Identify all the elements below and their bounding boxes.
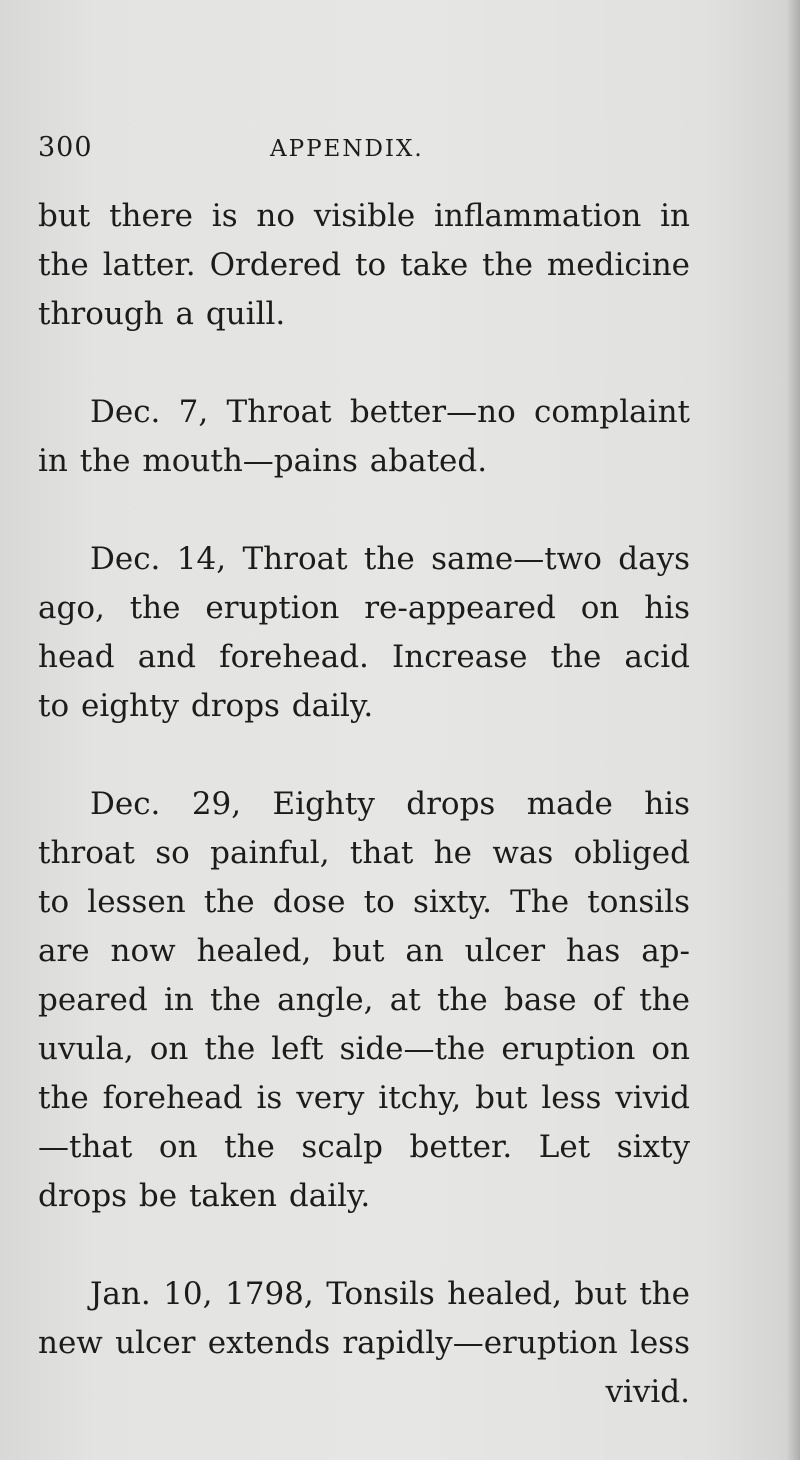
text-line: ago, the eruption re-appeared on his [38, 590, 690, 626]
body-text [38, 192, 690, 1417]
paragraph-gap [38, 486, 690, 535]
page-header [38, 132, 738, 176]
text-line: the latter. Ordered to take the medicine [38, 247, 690, 283]
text-line: Dec. 7, Throat better—no complaint [90, 394, 690, 430]
text-line: in the mouth—pains abated. [38, 443, 488, 479]
paragraph-gap [38, 339, 690, 388]
text-line: vivid. [605, 1374, 690, 1410]
paragraph-gap [38, 731, 690, 780]
page-gutter-shadow [786, 0, 800, 1460]
text-line: to lessen the dose to sixty. The tonsils [38, 884, 690, 920]
text-line: new ulcer extends rapidly—eruption less [38, 1325, 690, 1361]
running-head: APPENDIX. [270, 136, 424, 162]
text-line: drops be taken daily. [38, 1178, 371, 1214]
text-line: the forehead is very itchy, but less vivid [38, 1080, 690, 1116]
text-line: Jan. 10, 1798, Tonsils healed, but the [90, 1276, 690, 1312]
text-line: Dec. 14, Throat the same—two days [90, 541, 690, 577]
paragraph-gap [38, 1221, 690, 1270]
text-line: are now healed, but an ulcer has ap- [38, 933, 690, 969]
text-line: peared in the angle, at the base of the [38, 982, 690, 1018]
text-line: but there is no visible inflammation in [38, 198, 690, 234]
text-line: uvula, on the left side—the eruption on [38, 1031, 690, 1067]
text-line: —that on the scalp better. Let sixty [38, 1129, 690, 1165]
text-line: throat so painful, that he was obliged [38, 835, 690, 871]
text-line: head and forehead. Increase the acid [38, 639, 690, 675]
page-number: 300 [38, 132, 93, 163]
text-line: to eighty drops daily. [38, 688, 374, 724]
text-line: through a quill. [38, 296, 286, 332]
text-line: Dec. 29, Eighty drops made his [90, 786, 690, 822]
